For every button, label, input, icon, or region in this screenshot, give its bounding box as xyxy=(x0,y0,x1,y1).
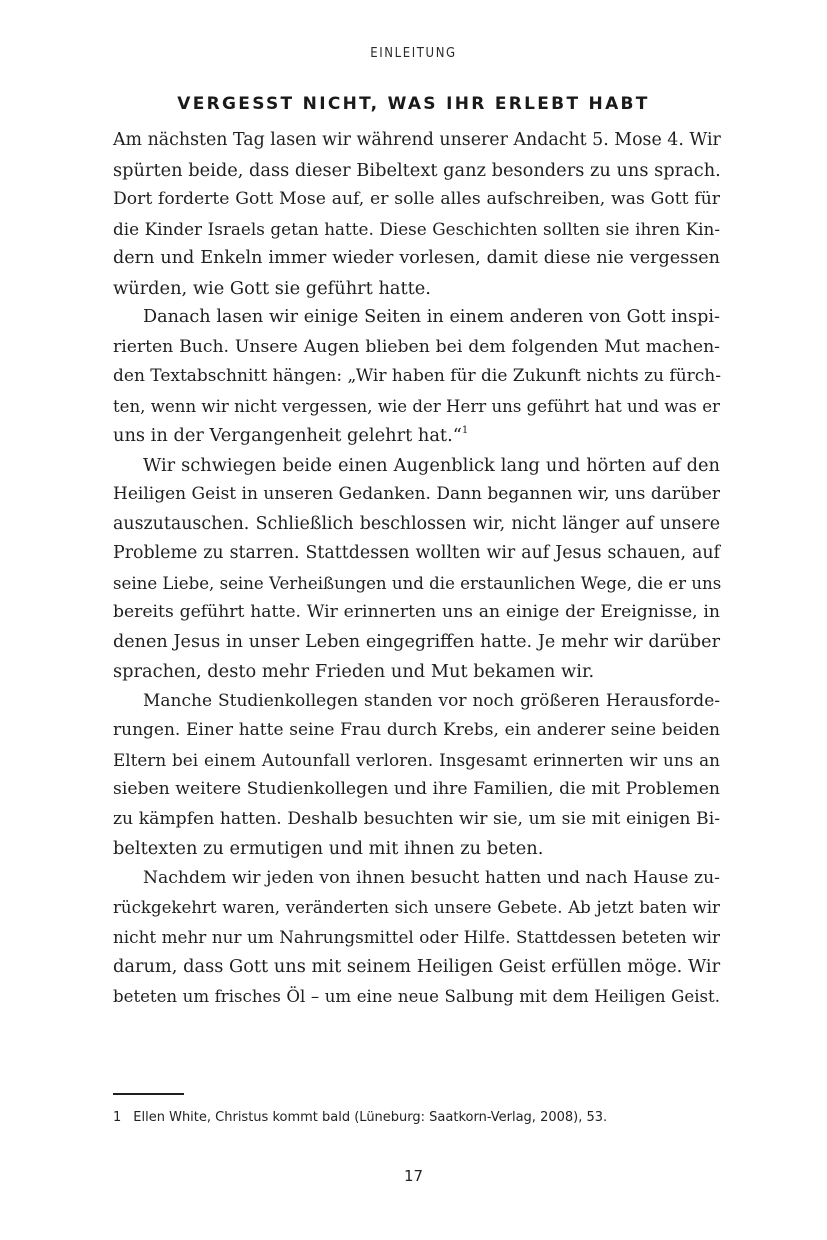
paragraph xyxy=(113,864,720,1012)
text-line: sprachen, desto mehr Frieden und Mut bekamen wir. xyxy=(113,661,595,682)
text-line: die Kinder Israels getan hatte. Diese Geschichten sollten sie ihren Kin- xyxy=(113,218,720,239)
text-line: beltexten zu ermutigen und mit ihnen zu beten. xyxy=(113,838,544,859)
text-line: Probleme zu starren. Stattdessen wollten wir auf Jesus schauen, auf xyxy=(113,543,720,563)
text-line: rierten Buch. Unsere Augen blieben bei dem folgenden Mut machen- xyxy=(113,336,720,357)
text-line: Danach lasen wir einige Seiten in einem anderen von Gott inspi- xyxy=(143,307,720,327)
running-head: EINLEITUNG xyxy=(370,46,457,61)
text-line: Manche Studienkollegen standen vor noch größeren Herausforde- xyxy=(143,690,720,711)
text-line: ten, wenn wir nicht vergessen, wie der Herr uns geführt hat und was er xyxy=(113,396,720,416)
footnote xyxy=(113,1110,607,1125)
footnote-text: Ellen White, Christus kommt bald (Lüneburg: Saatkorn-Verlag, 2008), 53. xyxy=(133,1110,608,1125)
text-line: denen Jesus in unser Leben eingegriffen hatte. Je mehr wir darüber xyxy=(113,631,720,652)
text-line: auszutauschen. Schließlich beschlossen wir, nicht länger auf unsere xyxy=(113,513,720,534)
paragraph xyxy=(113,303,720,451)
text-line-with-footnote xyxy=(113,421,720,451)
text-line: würden, wie Gott sie geführt hatte. xyxy=(113,277,431,299)
text-line: darum, dass Gott uns mit seinem Heiligen Geist erfüllen möge. Wir xyxy=(113,956,721,977)
text-line: Nachdem wir jeden von ihnen besucht hatten und nach Hause zu- xyxy=(143,867,720,888)
text-line: nicht mehr nur um Nahrungsmittel oder Hilfe. Stattdessen beteten wir xyxy=(113,926,720,947)
chapter-title: VERGESST NICHT, WAS IHR ERLEBT HABT xyxy=(177,94,650,114)
text-line: zu kämpfen hatten. Deshalb besuchten wir sie, um sie mit einigen Bi- xyxy=(113,808,720,829)
body-text xyxy=(113,126,720,1011)
text-line: uns in der Vergangenheit gelehrt hat.“ xyxy=(113,425,462,446)
text-line: seine Liebe, seine Verheißungen und die erstaunlichen Wege, die er uns xyxy=(113,573,722,593)
text-line: sieben weitere Studienkollegen und ihre Familien, die mit Problemen xyxy=(113,779,720,799)
text-line: spürten beide, dass dieser Bibeltext ganz besonders zu uns sprach. xyxy=(113,159,721,181)
text-line: bereits geführt hatte. Wir erinnerten uns an einige der Ereignisse, in xyxy=(113,602,720,622)
text-line: Eltern bei einem Autounfall verloren. Insgesamt erinnerten wir uns an xyxy=(113,749,720,770)
text-line: Dort forderte Gott Mose auf, er solle alles aufschreiben, was Gott für xyxy=(113,189,720,209)
paragraph xyxy=(113,126,720,303)
text-line: den Textabschnitt hängen: „Wir haben für die Zukunft nichts zu fürch- xyxy=(113,366,721,386)
text-line: Wir schwiegen beide einen Augenblick lang und hörten auf den xyxy=(143,454,720,476)
footnote-reference[interactable]: 1 xyxy=(461,425,469,436)
paragraph xyxy=(113,451,720,687)
text-line: beteten um frisches Öl – um eine neue Salbung mit dem Heiligen Geist. xyxy=(113,986,720,1006)
footnote-number: 1 xyxy=(113,1110,122,1125)
page-number: 17 xyxy=(403,1167,424,1185)
text-line: Heiligen Geist in unseren Gedanken. Dann begannen wir, uns darüber xyxy=(113,484,720,504)
text-line: rückgekehrt waren, veränderten sich unsere Gebete. Ab jetzt baten wir xyxy=(113,898,720,917)
paragraph xyxy=(113,687,720,864)
text-line: dern und Enkeln immer wieder vorlesen, damit diese nie vergessen xyxy=(113,248,720,268)
text-line: rungen. Einer hatte seine Frau durch Krebs, ein anderer seine beiden xyxy=(113,720,720,740)
footnote-divider xyxy=(113,1093,184,1095)
text-line: Am nächsten Tag lasen wir während unserer Andacht 5. Mose 4. Wir xyxy=(113,130,721,150)
